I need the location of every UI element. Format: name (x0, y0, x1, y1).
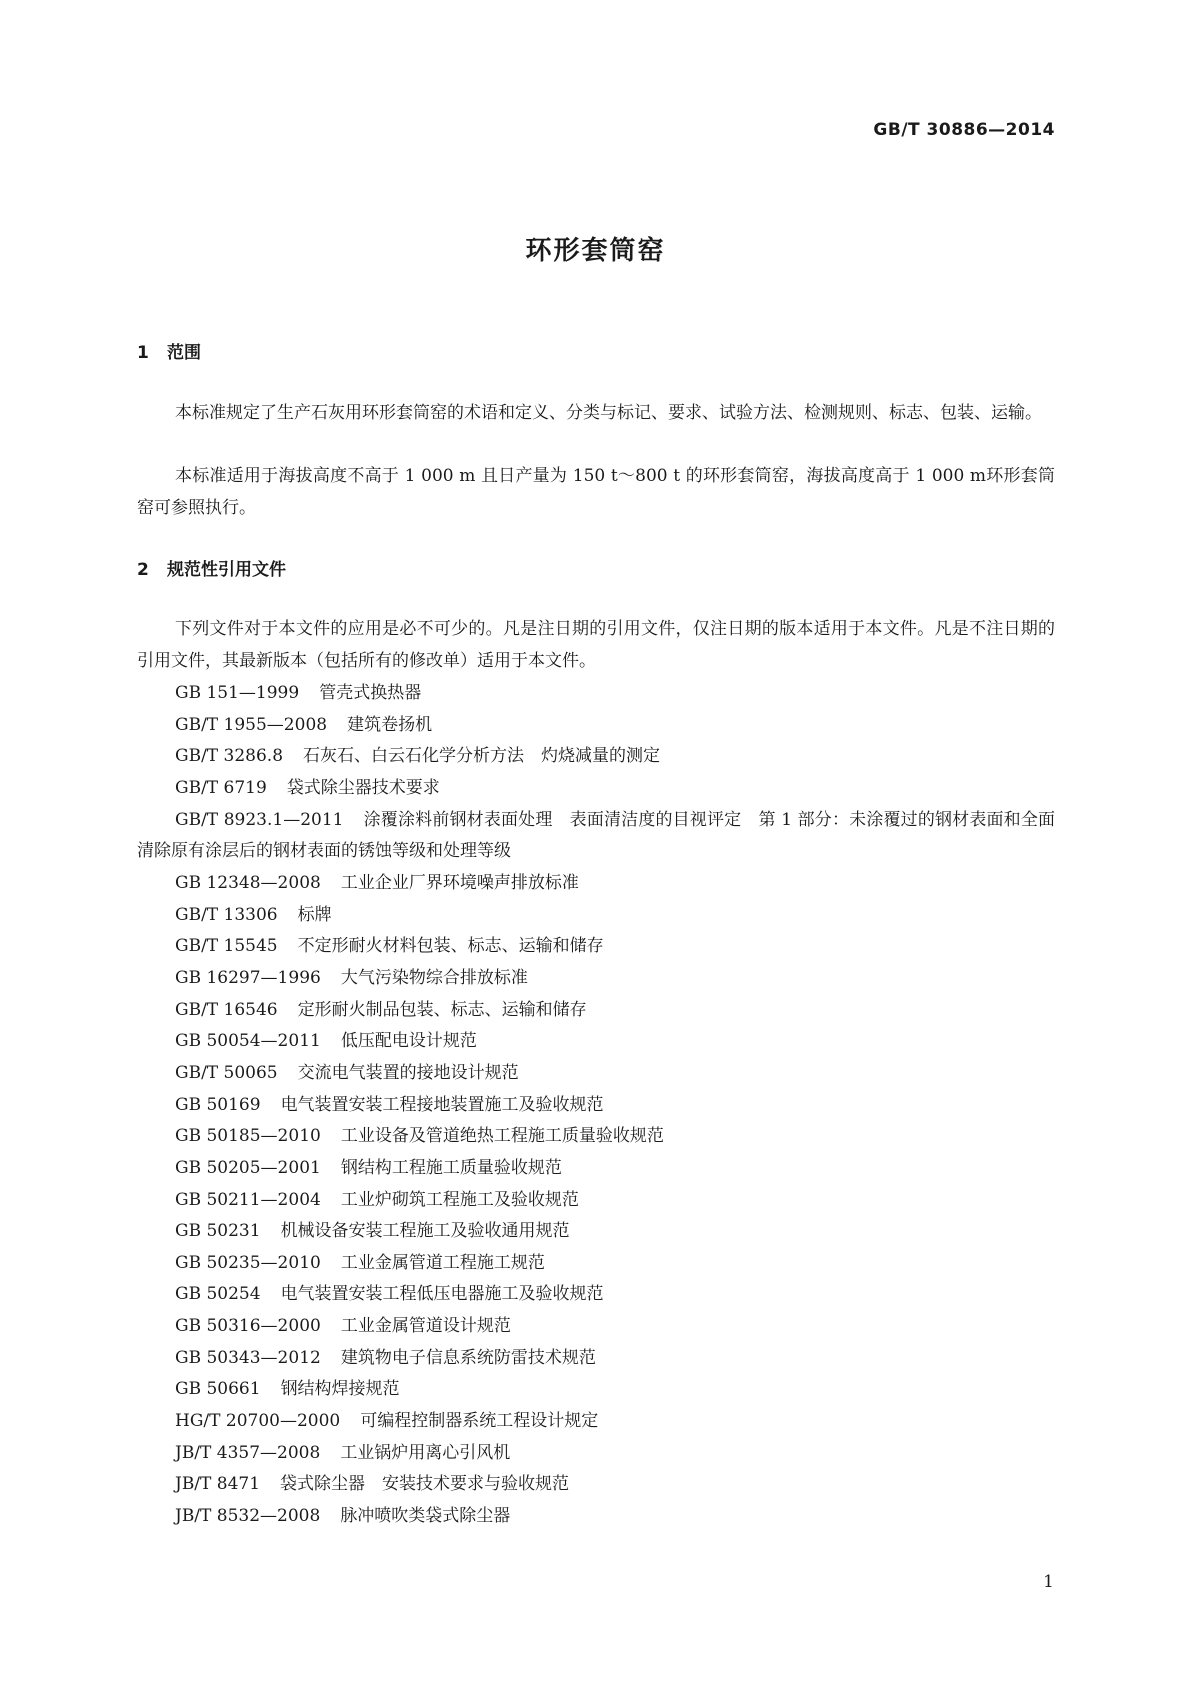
reference-title: 工业锅炉用离心引风机 (340, 1442, 511, 1463)
section-1-heading (137, 338, 201, 363)
reference-code: GB 16297—1996 (175, 967, 321, 988)
reference-code: GB 50343—2012 (175, 1347, 321, 1368)
reference-item (137, 868, 1055, 900)
reference-title: 电气装置安装工程接地装置施工及验收规范 (280, 1094, 604, 1115)
reference-item (137, 1058, 1055, 1090)
reference-title: 袋式除尘器技术要求 (286, 777, 440, 798)
reference-code: GB/T 50065 (175, 1062, 278, 1083)
reference-title: 建筑物电子信息系统防雷技术规范 (340, 1347, 596, 1368)
document-title: 环形套筒窑 (525, 236, 666, 266)
reference-title: 石灰石、白云石化学分析方法 灼烧减量的测定 (303, 746, 661, 767)
reference-item (137, 1343, 1055, 1375)
reference-code: GB/T 13306 (175, 904, 278, 925)
reference-code: GB 50661 (175, 1379, 261, 1400)
section-number: 1 (137, 343, 149, 363)
reference-code: GB/T 3286.8 (175, 746, 284, 767)
reference-code: HG/T 20700—2000 (175, 1411, 341, 1432)
reference-title: 不定形耐火材料包装、标志、运输和储存 (297, 936, 604, 957)
reference-item (137, 1185, 1055, 1217)
reference-title: 袋式除尘器 安装技术要求与验收规范 (280, 1474, 570, 1495)
reference-code: GB/T 6719 (175, 777, 267, 798)
reference-title: 可编程控制器系统工程设计规定 (360, 1411, 599, 1432)
reference-item (137, 1090, 1055, 1122)
references-intro: 下列文件对于本文件的应用是必不可少的。凡是注日期的引用文件，仅注日期的版本适用于本文件。凡是不注日期的引用文件，其最新版本（包括所有的修改单）适用于本文件。 (137, 619, 1055, 671)
reference-title: 建筑卷扬机 (347, 714, 433, 735)
reference-title: 脉冲喷吹类袋式除尘器 (340, 1506, 511, 1527)
reference-title: 大气污染物综合排放标准 (340, 967, 528, 988)
reference-item (137, 1216, 1055, 1248)
reference-title: 工业金属管道工程施工规范 (340, 1252, 545, 1273)
reference-item (137, 1279, 1055, 1311)
reference-title: 工业企业厂界环境噪声排放标准 (340, 872, 579, 893)
section-title: 范围 (167, 343, 201, 363)
reference-code: GB/T 8923.1—2011 (175, 809, 344, 830)
reference-title: 工业炉砌筑工程施工及验收规范 (340, 1189, 579, 1210)
reference-item (137, 678, 1055, 710)
reference-code: JB/T 8532—2008 (175, 1506, 321, 1527)
reference-title: 标牌 (297, 904, 332, 925)
reference-code: GB 50211—2004 (175, 1189, 321, 1210)
standard-code: GB/T 30886—2014 (873, 120, 1055, 140)
section-title: 规范性引用文件 (167, 560, 286, 580)
reference-list (137, 678, 1055, 1533)
section-2-heading (137, 555, 286, 580)
reference-item (137, 1248, 1055, 1280)
reference-code: GB 50254 (175, 1284, 261, 1305)
reference-title: 低压配电设计规范 (340, 1031, 477, 1052)
reference-title: 工业金属管道设计规范 (340, 1316, 511, 1337)
reference-code: GB 12348—2008 (175, 872, 321, 893)
reference-item (137, 900, 1055, 932)
reference-code: GB 50054—2011 (175, 1031, 321, 1052)
reference-code: GB 50205—2001 (175, 1157, 321, 1178)
reference-item (137, 741, 1055, 773)
reference-title: 钢结构焊接规范 (280, 1379, 400, 1400)
reference-item (137, 1153, 1055, 1185)
reference-title: 工业设备及管道绝热工程施工质量验收规范 (340, 1126, 664, 1147)
reference-title: 交流电气装置的接地设计规范 (297, 1062, 519, 1083)
scope-paragraph-1: 本标准规定了生产石灰用环形套筒窑的术语和定义、分类与标记、要求、试验方法、检测规则、标志、包装、运输。 (175, 403, 1042, 423)
reference-title: 涂覆涂料前钢材表面处理 表面清洁度的目视评定 第 1 部分：未涂覆过的钢材表面和全面清除原有涂层后的钢材表面的锈蚀等级和处理等级 (137, 809, 1056, 862)
reference-item (137, 805, 1055, 868)
reference-code: GB/T 15545 (175, 936, 278, 957)
reference-code: GB 50316—2000 (175, 1316, 321, 1337)
reference-code: GB 50235—2010 (175, 1252, 321, 1273)
reference-item (137, 931, 1055, 963)
reference-code: GB 50185—2010 (175, 1126, 321, 1147)
reference-item (137, 1469, 1055, 1501)
reference-item (137, 773, 1055, 805)
reference-item (137, 1026, 1055, 1058)
reference-item (137, 1438, 1055, 1470)
reference-item (137, 963, 1055, 995)
reference-item (137, 1501, 1055, 1533)
scope-paragraph-2: 本标准适用于海拔高度不高于 1 000 m 且日产量为 150 t～800 t 的环形套筒窑，海拔高度高于 1 000 m环形套筒窑可参照执行。 (137, 466, 1055, 518)
reference-title: 电气装置安装工程低压电器施工及验收规范 (280, 1284, 604, 1305)
reference-item (137, 1311, 1055, 1343)
page-number: 1 (1043, 1572, 1054, 1592)
reference-title: 钢结构工程施工质量验收规范 (340, 1157, 562, 1178)
reference-item (137, 1406, 1055, 1438)
section-number: 2 (137, 560, 149, 580)
reference-code: GB/T 1955—2008 (175, 714, 328, 735)
reference-code: GB/T 16546 (175, 999, 278, 1020)
reference-item (137, 1121, 1055, 1153)
reference-code: GB 50231 (175, 1221, 261, 1242)
reference-item (137, 1374, 1055, 1406)
reference-item (137, 710, 1055, 742)
reference-item (137, 995, 1055, 1027)
reference-title: 机械设备安装工程施工及验收通用规范 (280, 1221, 570, 1242)
reference-title: 管壳式换热器 (319, 683, 422, 703)
reference-code: JB/T 8471 (175, 1474, 261, 1495)
reference-title: 定形耐火制品包装、标志、运输和储存 (297, 999, 587, 1020)
reference-code: JB/T 4357—2008 (175, 1442, 321, 1463)
reference-code: GB 151—1999 (175, 683, 300, 703)
reference-code: GB 50169 (175, 1094, 261, 1115)
